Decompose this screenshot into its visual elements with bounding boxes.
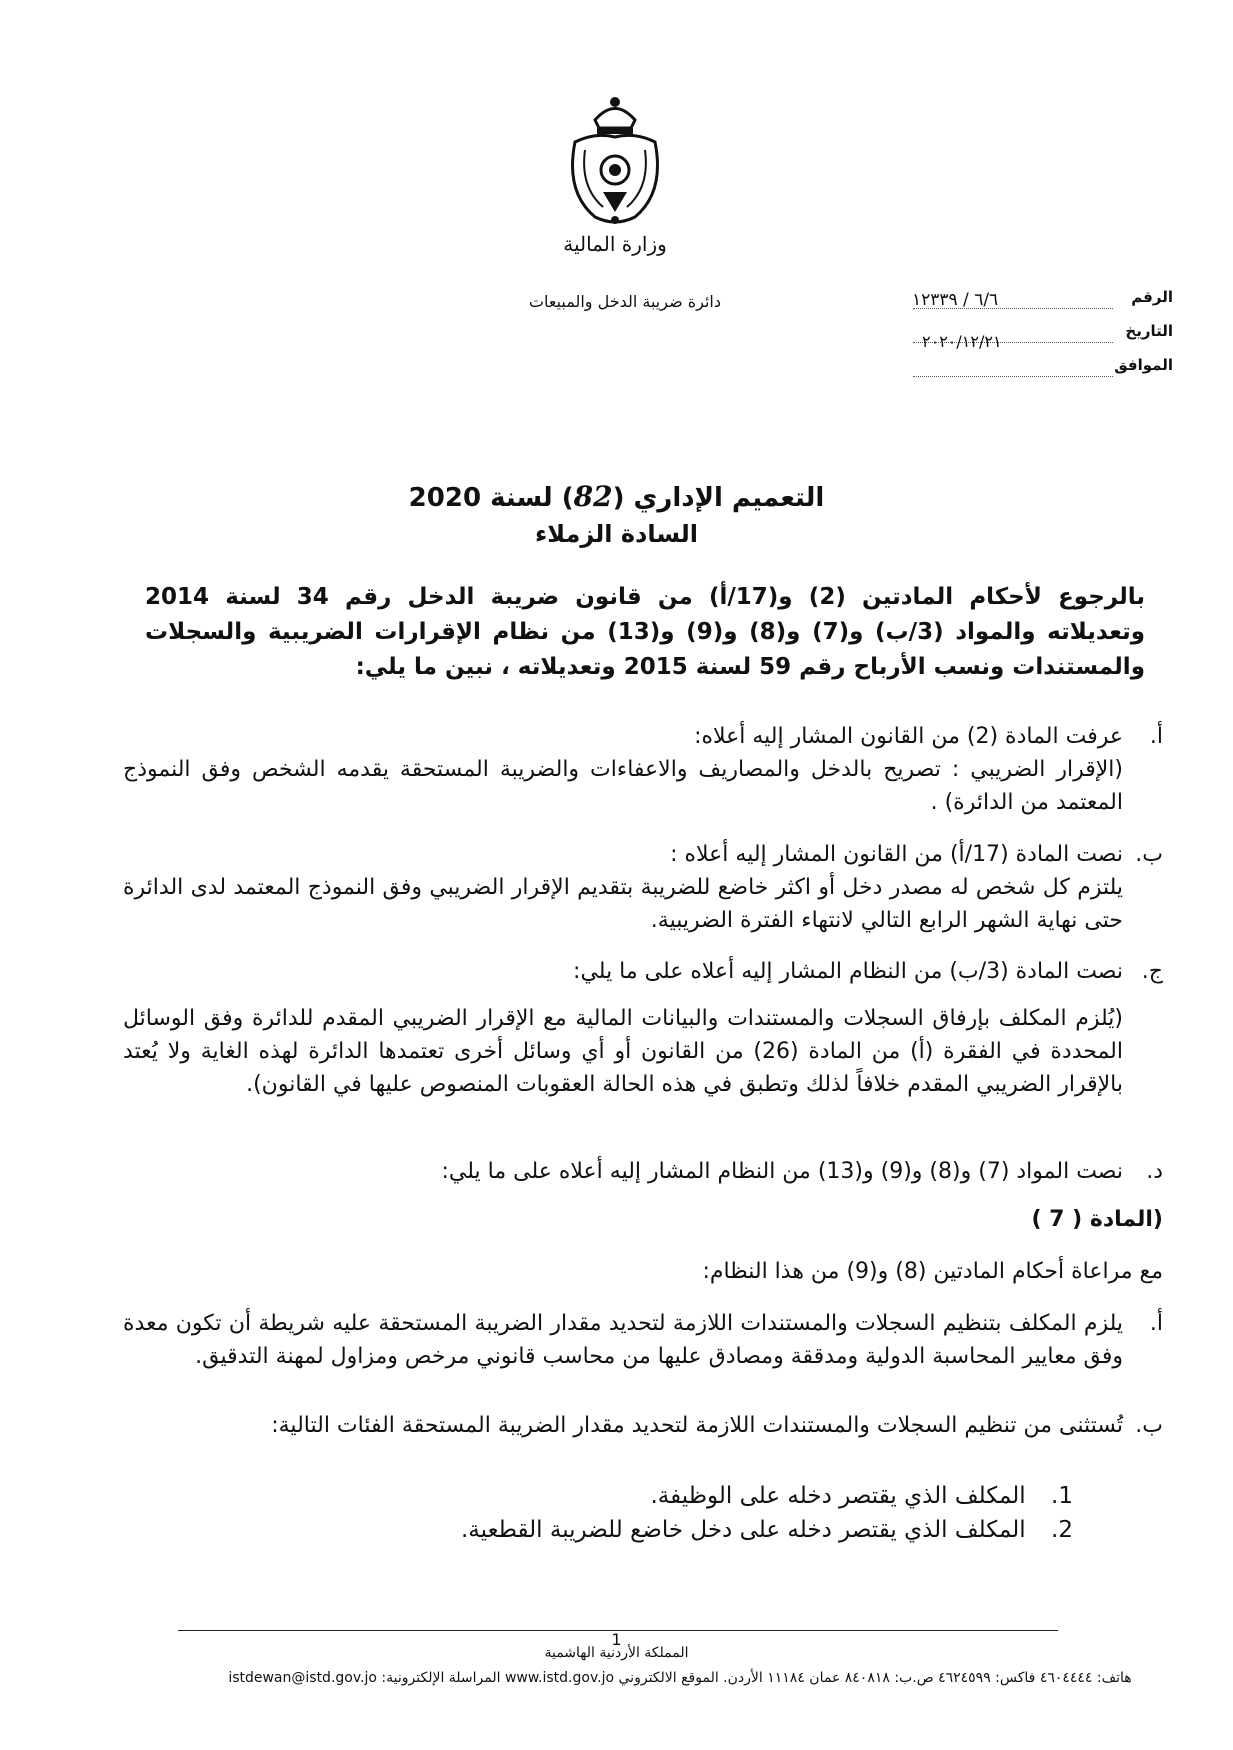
item-heading: نصت المادة (3/ب) من النظام المشار إليه أعلاه على ما يلي: <box>573 959 1123 984</box>
item-text: تُستثنى من تنظيم السجلات والمستندات اللازمة لتحديد مقدار الضريبة المستحقة الفئات التالية: <box>271 1413 1123 1438</box>
item-c <box>123 955 1163 1101</box>
article-7-intro: مع مراعاة أحكام المادتين (8) و(9) من هذا النظام: <box>702 1259 1163 1284</box>
page-number: 1 <box>611 1630 622 1649</box>
item-b <box>123 838 1163 937</box>
item-heading: نصت المادة (17/أ) من القانون المشار إليه أعلاه : <box>670 842 1123 867</box>
item-d <box>123 1155 1163 1188</box>
salutation: السادة الزملاء <box>534 520 699 548</box>
reference-number: ٦/٦ / ١٢٣٣٩ <box>912 290 999 310</box>
item-letter: ب. <box>1135 842 1163 867</box>
kingdom-name: المملكة الأردنية الهاشمية <box>544 1645 689 1661</box>
department-name: دائرة ضريبة الدخل والمبيعات <box>528 292 721 311</box>
article-7-item-b <box>123 1409 1163 1442</box>
item-text: (الإقرار الضريبي : تصريح بالدخل والمصاريف والاعفاءات والضريبة المستحقة يقدمه الشخص وفق النموذج المعتمد من الدائرة) . <box>123 757 1123 815</box>
ministry-name: وزارة المالية <box>563 232 667 256</box>
item-heading: عرفت المادة (2) من القانون المشار إليه أعلاه: <box>694 724 1123 749</box>
numbered-item-1 <box>173 1480 1073 1513</box>
article-7-heading: (المادة ( 7 ) <box>1031 1207 1163 1232</box>
item-text: يلزم المكلف بتنظيم السجلات والمستندات اللازمة لتحديد مقدار الضريبة المستحقة عليه شريطة أن تكون معدة وفق معايير المحاسبة الدولية ومدققة ومصادق عليها من محاسب قانوني مرخص ومزاول لمهنة التدقيق. <box>123 1311 1123 1369</box>
numbered-text: المكلف الذي يقتصر دخله على دخل خاضع للضريبة القطعية. <box>460 1517 1026 1543</box>
footer-contact-info: هاتف: ٤٦٠٤٤٤٤ فاكس: ٤٦٢٤٥٩٩ ص.ب: ٨٤٠٨١٨ عمان ١١١٨٤ الأردن. الموقع الالكتروني www.istd.gov.jo المراسلة الإلكترونية: istdewan@istd.gov.jo <box>228 1670 1132 1686</box>
hijri-date-dots <box>913 358 1113 377</box>
item-letter: د. <box>1146 1159 1163 1184</box>
item-letter: أ. <box>1149 1311 1163 1336</box>
coat-of-arms-emblem <box>555 92 675 227</box>
reference-label: الرقم <box>1131 288 1173 306</box>
article-7-item-a <box>123 1307 1163 1373</box>
title-suffix: ) لسنة 2020 <box>408 483 574 513</box>
hijri-date-label: الموافق <box>1114 356 1173 374</box>
item-text: (يُلزم المكلف بإرفاق السجلات والمستندات والبيانات المالية مع الإقرار الضريبي المقدم للدائرة وفق الوسائل المحددة في الفقرة (أ) من المادة (26) من القانون أو أي وسائل أخرى تعتمدها الدائرة لهذه الغاية ولا يُعتد بالإقرار الضريبي المقدم خلافاً لذلك وتطبق في هذه الحالة العقوبات المنصوص عليها في القانون). <box>123 1006 1123 1097</box>
date-label: التاريخ <box>1125 322 1173 340</box>
number-label: 1. <box>1051 1483 1073 1509</box>
intro-paragraph: بالرجوع لأحكام المادتين (2) و(17/أ) من قانون ضريبة الدخل رقم 34 لسنة 2014 وتعديلاته والمواد (3/ب) و(7) و(8) و(9) و(13) من نظام الإقرارات الضريبية والسجلات والمستندات ونسب الأرباح رقم 59 لسنة 2015 وتعديلاته ، نبين ما يلي: <box>145 584 1146 680</box>
reference-dots <box>913 290 1113 309</box>
item-a <box>123 720 1163 819</box>
date-value: ٢٠٢٠/١٢/٢١ <box>922 332 1002 351</box>
handwritten-circular-number: 82 <box>573 480 613 513</box>
item-heading: نصت المواد (7) و(8) و(9) و(13) من النظام المشار إليه أعلاه على ما يلي: <box>441 1159 1123 1184</box>
numbered-text: المكلف الذي يقتصر دخله على الوظيفة. <box>650 1483 1026 1509</box>
numbered-item-2 <box>173 1514 1073 1547</box>
item-text: يلتزم كل شخص له مصدر دخل أو اكثر خاضع للضريبة بتقديم الإقرار الضريبي وفق النموذج المعتمد لدى الدائرة حتى نهاية الشهر الرابع التالي لانتهاء الفترة الضريبية. <box>123 875 1123 933</box>
item-letter: أ. <box>1149 724 1163 749</box>
number-label: 2. <box>1051 1517 1073 1543</box>
item-letter: ب. <box>1135 1413 1163 1438</box>
circular-title <box>0 480 1233 513</box>
item-letter: ج. <box>1141 959 1163 984</box>
title-prefix: التعميم الإداري ( <box>612 483 825 513</box>
